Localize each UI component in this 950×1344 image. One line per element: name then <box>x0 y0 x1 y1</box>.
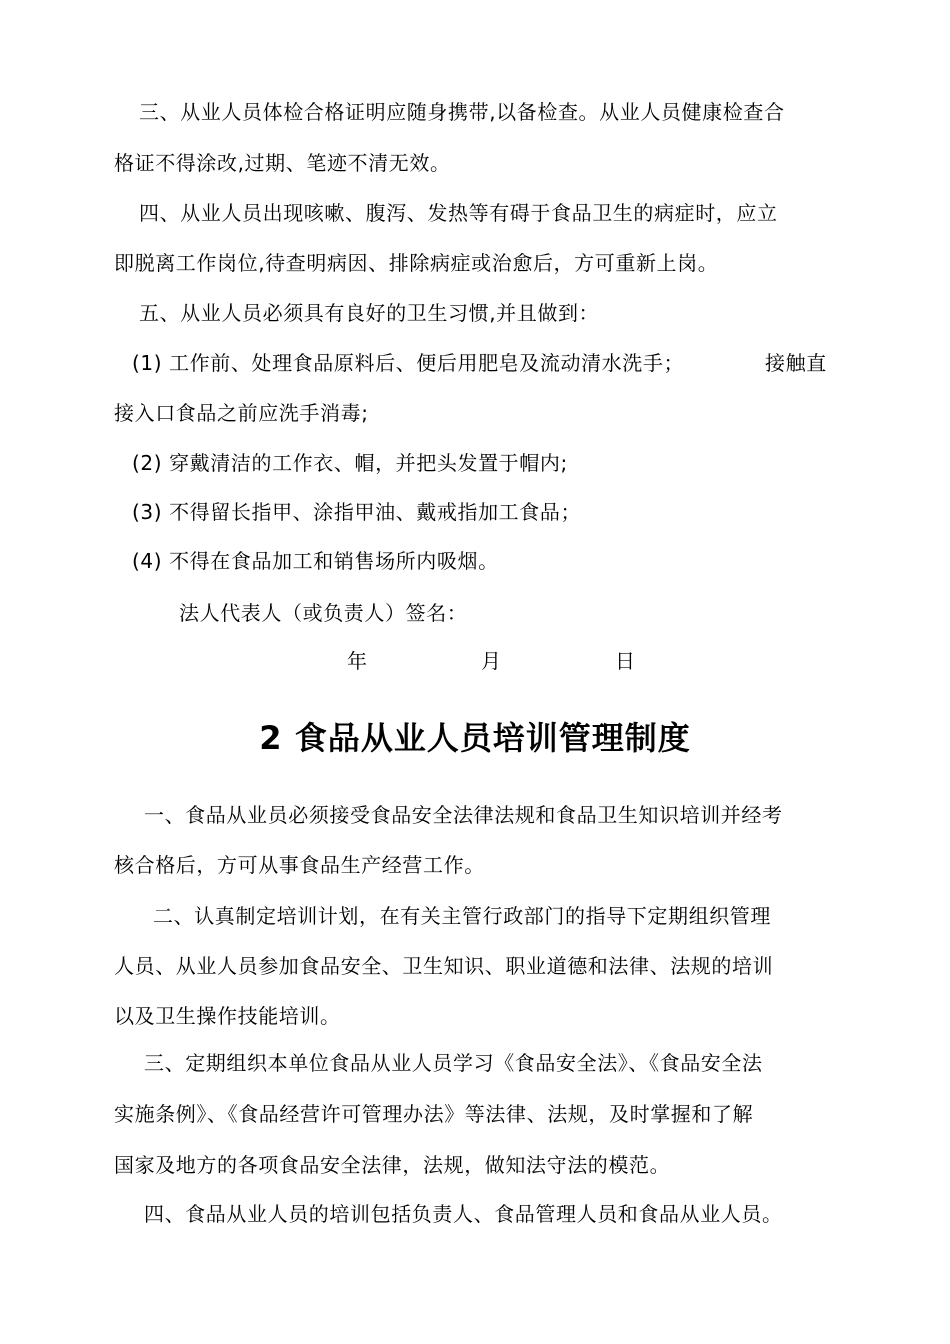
item-4-line-2: 即脱离工作岗位,待查明病因、排除病症或治愈后，方可重新上岗。 <box>114 251 719 275</box>
training-p3-line-2: 实施条例》、《食品经营许可管理办法》等法律、法规，及时掌握和了解 <box>114 1102 754 1126</box>
sub-item-3: (3) 不得留长指甲、涂指甲油、戴戒指加工食品； <box>132 500 582 524</box>
sub-item-2: (2) 穿戴清洁的工作衣、帽，并把头发置于帽内; <box>132 451 568 475</box>
item-3-line-2: 格证不得涂改,过期、笔迹不清无效。 <box>114 151 451 175</box>
training-p2-line-1: 二、认真制定培训计划，在有关主管行政部门的指导下定期组织管理 <box>153 904 771 928</box>
item-5-intro: 五、从业人员必须具有良好的卫生习惯,并且做到： <box>139 301 600 325</box>
training-p1-line-1: 一、食品从业员必须接受食品安全法律法规和食品卫生知识培训并经考 <box>144 803 783 827</box>
sub-item-1-line-1: (1) 工作前、处理食品原料后、便后用肥皂及流动清水洗手； <box>132 351 685 375</box>
training-p2-line-2: 人员、从业人员参加食品安全、卫生知识、职业道德和法律、法规的培训 <box>114 954 774 978</box>
item-4-line-1: 四、从业人员出现咳嗽、腹泻、发热等有碍于食品卫生的病症时，应立 <box>139 201 778 225</box>
sub-item-1-line-1-tail: 接触直 <box>765 351 827 375</box>
date-year: 年 <box>347 649 367 673</box>
sub-item-4: (4) 不得在食品加工和销售场所内吸烟。 <box>132 549 499 573</box>
date-month: 月 <box>481 649 501 673</box>
training-p3-line-3: 国家及地方的各项食品安全法律，法规，做知法守法的模范。 <box>114 1153 671 1177</box>
sub-item-1-line-2: 接入口食品之前应洗手消毒; <box>114 401 369 425</box>
training-p2-line-3: 以及卫生操作技能培训。 <box>114 1004 341 1028</box>
training-p4: 四、食品从业人员的培训包括负责人、食品管理人员和食品从业人员。 <box>144 1202 783 1226</box>
training-p1-line-2: 核合格后，方可从事食品生产经营工作。 <box>114 853 485 877</box>
section-title: 2 食品从业人员培训管理制度 <box>259 719 691 757</box>
signature-label: 法人代表人（或负责人）签名： <box>179 601 468 625</box>
date-day: 日 <box>615 649 635 673</box>
item-3-line-1: 三、从业人员体检合格证明应随身携带,以备检查。从业人员健康检查合 <box>139 100 785 124</box>
training-p3-line-1: 三、定期组织本单位食品从业人员学习《食品安全法》、《食品安全法 <box>144 1051 763 1075</box>
